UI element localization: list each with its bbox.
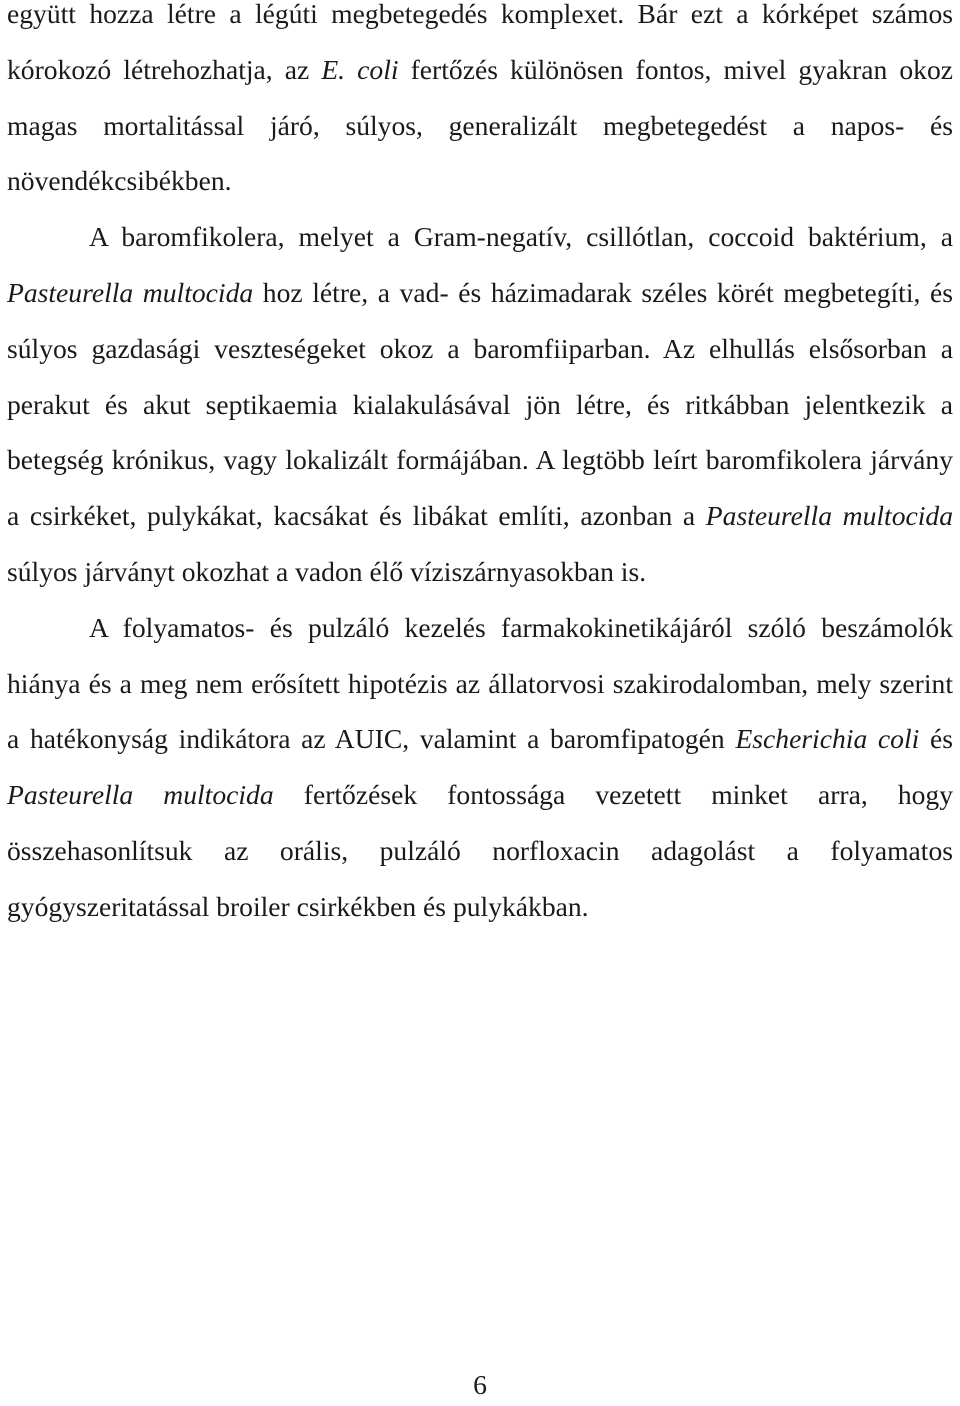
text-segment: A folyamatos- és pulzáló kezelés farmakokinetikájáról szóló beszámolók hiánya és a meg nem erősített hipotézis az állatorvosi szakirodalomban, mely szerint a hatékonyság indikátora az AUIC, valamint a baromfipatogén <box>7 611 953 755</box>
italic-species-name: Escherichia coli <box>735 723 920 755</box>
italic-species-name: Pasteurella multocida <box>7 276 254 308</box>
paragraph-fowl-cholera <box>7 209 953 600</box>
paragraph-ecoli <box>7 0 953 209</box>
paragraph-study-aim <box>7 600 953 935</box>
italic-species-name: Pasteurella multocida <box>7 779 274 811</box>
document-body <box>7 0 953 935</box>
text-segment: hoz létre, a vad- és házimadarak széles körét megbetegíti, és súlyos gazdasági veszteségeket okoz a baromfiiparban. Az elhullás elsősorban a perakut és akut septikaemia kialakulásával jön létre, és ritkábban jelentkezik a betegség krónikus, vagy lokalizált formájában. A legtöbb leírt baromfikolera járvány a csirkéket, pulykákat, kacsákat és libákat említi, azonban a <box>7 276 953 532</box>
text-segment: és <box>919 723 953 755</box>
italic-species-name: E. coli <box>321 53 399 85</box>
text-segment: súlyos járványt okozhat a vadon élő víziszárnyasokban is. <box>7 555 647 587</box>
text-segment: fertőzés különösen fontos, mivel gyakran okoz magas mortalitással járó, súlyos, generalizált megbetegedést a napos- és növendékcsibékben. <box>7 53 953 197</box>
text-segment: együtt hozza létre a légúti megbetegedés komplexet. Bár ezt a kórképet számos kórokozó létrehozhatja, az <box>7 0 953 85</box>
page-number: 6 <box>473 1369 487 1400</box>
text-segment: fertőzések fontossága vezetett minket arra, hogy összehasonlítsuk az orális, pulzáló norfloxacin adagolást a folyamatos gyógyszeritatással broiler csirkékben és pulykákban. <box>7 779 954 922</box>
italic-species-name: Pasteurella multocida <box>705 500 953 532</box>
text-segment: A baromfikolera, melyet a Gram-negatív, csillótlan, coccoid baktérium, a <box>89 221 953 253</box>
